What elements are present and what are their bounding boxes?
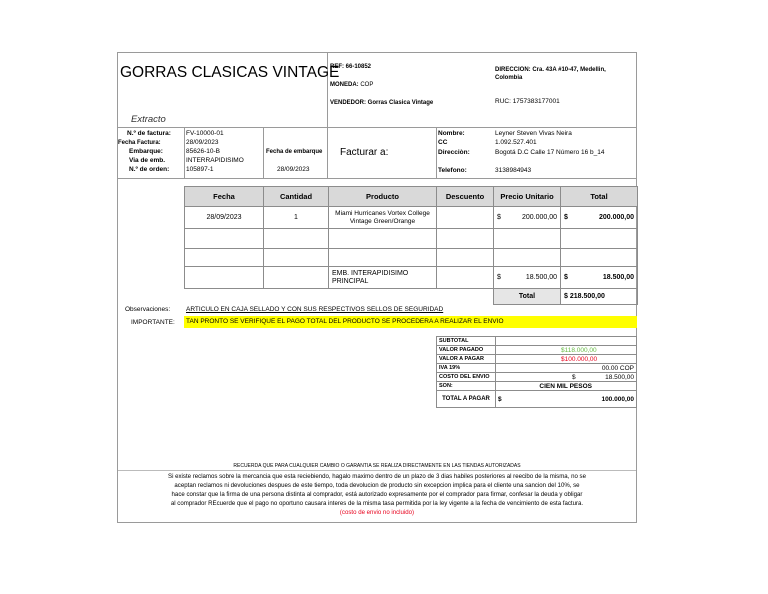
row4-total-symbol: $	[564, 274, 568, 281]
row1-cantidad: 1	[264, 207, 329, 229]
costo-envio-amount: 18.500,00	[605, 373, 634, 381]
son-value: CIEN MIL PESOS	[496, 382, 637, 391]
recuerda-note: RECUERDA QUE PARA CUALQUIER CAMBIO O GARANTIA SE REALIZA DIRECTAMENTE EN LAS TIENDAS AUTORIZADAS	[233, 463, 521, 469]
cc-label: CC	[438, 139, 448, 146]
info-rule	[118, 178, 636, 179]
total-pagar-amount: 100.000,00	[601, 395, 634, 403]
row4-total-value: 18.500,00	[602, 274, 634, 281]
subtotal-value	[496, 337, 637, 346]
embarque-value: 85626-10-B	[186, 148, 220, 155]
row2-cell	[494, 229, 561, 249]
valor-pagado-value: $118.000,00	[496, 346, 637, 355]
ref: REF: 66-10852	[330, 64, 372, 70]
row4-producto-line1: EMB. INTERAPIDISIMO	[332, 269, 409, 277]
row4-producto	[329, 267, 437, 289]
moneda-label: MONEDA:	[330, 82, 359, 88]
factura-value: FV-10000-01	[186, 130, 224, 137]
costo-envio-label: COSTO DEL ENVIO	[437, 373, 496, 382]
extracto-title: Extracto	[131, 114, 166, 125]
table-total-row	[185, 289, 638, 305]
row1-descuento	[437, 207, 494, 229]
footer-line-4: al comprador REcuerde que el pago no oportuno causara interes de la misma tasa permitida por la ley vigente a la fecha de vencimiento de esta factura.	[170, 500, 584, 507]
fecha-embarque-value: 28/09/2023	[277, 166, 310, 173]
via-label: Via de emb.	[129, 157, 166, 164]
orden-label: N.º de orden:	[129, 166, 170, 173]
row3-cell	[329, 249, 437, 267]
row4-descuento	[437, 267, 494, 289]
nombre-label: Nombre:	[438, 130, 465, 137]
row3-cell	[561, 249, 638, 267]
ruc: RUC: 1757383177001	[495, 98, 560, 105]
total-spacer	[185, 289, 494, 305]
telefono-label: Telefono:	[438, 167, 467, 174]
col-cantidad: Cantidad	[264, 187, 329, 207]
row3-cell	[437, 249, 494, 267]
moneda-value: COP	[360, 82, 374, 88]
total-pagar-symbol: $	[498, 395, 502, 403]
row4-precio-symbol: $	[497, 274, 501, 281]
total-value: $ 218.500,00	[561, 289, 638, 305]
summary-row	[437, 373, 637, 382]
client-direccion-label: Direcciòn:	[438, 149, 470, 156]
via-value: INTERRAPIDISIMO	[186, 157, 244, 164]
fecha-factura-label: Fecha Factura:	[118, 140, 161, 146]
observaciones-value: ARTICULO EN CAJA SELLADO Y CON SUS RESPECTIVOS SELLOS DE SEGURIDAD	[186, 306, 444, 313]
row1-precio-value: 200.000,00	[521, 214, 557, 221]
row1-total-symbol: $	[564, 214, 568, 221]
valor-a-pagar-value: $100.000,00	[496, 355, 637, 364]
col-producto: Producto	[329, 187, 437, 207]
table-header-row	[185, 187, 638, 207]
summary-table	[436, 336, 637, 408]
fecha-factura-value: 28/09/2023	[186, 139, 219, 146]
total-label: Total	[494, 289, 561, 305]
footer-line-2: aceptan reclamos ni devoluciones despues de este tiempo, toda devolucion de producto sin excepcion implica para el cliente una sancion del 10%, se	[174, 482, 580, 489]
col-fecha: Fecha	[185, 187, 264, 207]
summary-row	[437, 364, 637, 373]
orden-value: 105897-1	[186, 166, 214, 173]
fecha-embarque-label: Fecha de embarque	[266, 149, 323, 155]
summary-row	[437, 346, 637, 355]
row2-cell	[561, 229, 638, 249]
col-precio: Precio Unitario	[494, 187, 561, 207]
footer-rule	[118, 470, 636, 471]
row4-cell	[264, 267, 329, 289]
summary-row	[437, 355, 637, 364]
row4-precio	[494, 267, 561, 289]
summary-row	[437, 337, 637, 346]
importante-label: IMPORTANTE:	[131, 319, 175, 326]
row4-total	[561, 267, 638, 289]
row3-cell	[264, 249, 329, 267]
row2-cell	[264, 229, 329, 249]
row4-cell	[185, 267, 264, 289]
valor-a-pagar-label: VALOR A PAGAR	[437, 355, 496, 364]
subtotal-label: SUBTOTAL	[437, 337, 496, 346]
direccion-line2: Colombia	[495, 75, 523, 81]
footer-line-1: Si existe reclamos sobre la mercancia que esta reciebiendo, hagalo maximo dentro de un plazo de 3 dias habiles posteriores al reecibo de la misma, no se	[168, 473, 586, 480]
son-label: SON:	[437, 382, 496, 391]
header-rule	[118, 127, 636, 128]
row1-producto-line1: Miami Hurricanes Vortex College	[335, 209, 430, 217]
row1-producto-line2: Vintage Green/Orange	[349, 217, 416, 225]
row1-fecha: 28/09/2023	[185, 207, 264, 229]
row1-total	[561, 207, 638, 229]
vendedor: VENDEDOR: Gorras Clasica Vintage	[330, 100, 434, 106]
col-descuento: Descuento	[437, 187, 494, 207]
telefono-value: 3138984943	[495, 167, 532, 174]
header-divider-2	[436, 128, 437, 179]
iva-value: 00.00 COP	[496, 364, 637, 373]
total-pagar-value	[496, 391, 637, 408]
factura-label: N.º de factura:	[127, 130, 171, 137]
row1-producto	[329, 207, 437, 229]
company-name: GORRAS CLASICAS VINTAGE	[120, 64, 340, 81]
footer-terms	[118, 472, 636, 517]
items-table	[184, 186, 638, 305]
facturar-a: Facturar a:	[340, 147, 389, 158]
row1-precio	[494, 207, 561, 229]
row1-total-value: 200.000,00	[598, 214, 634, 221]
table-row	[185, 249, 638, 267]
row2-cell	[329, 229, 437, 249]
total-pagar-label: TOTAL A PAGAR	[437, 391, 496, 408]
row3-cell	[494, 249, 561, 267]
embarque-label: Embarque:	[129, 148, 163, 155]
row4-producto-line2: PRINCIPAL	[332, 277, 369, 285]
row3-cell	[185, 249, 264, 267]
table-row	[185, 229, 638, 249]
client-direccion-value: Bogotá D.C Calle 17 Número 16 b_14	[495, 149, 605, 156]
row2-cell	[185, 229, 264, 249]
observaciones-label: Observaciones:	[125, 306, 171, 313]
direccion-line1: DIRECCION: Cra. 43A #10-47, Medellin,	[495, 67, 606, 73]
table-row	[185, 267, 638, 289]
header-divider-4	[184, 128, 185, 179]
importante-value: TAN PRONTO SE VERIFIQUE EL PAGO TOTAL DEL PRODUCTO SE PROCEDERA A REALIZAR EL ENVIO	[184, 316, 637, 328]
row4-precio-value: 18.500,00	[525, 274, 557, 281]
footer-line-3: hace constar que la firma de una persona distinta al comprador, está autorizado expresamente por el comprador para firmar, confesar la deuda y obligar	[171, 491, 583, 498]
summary-row	[437, 382, 637, 391]
cc-value: 1.092.527.401	[495, 139, 537, 146]
row2-cell	[437, 229, 494, 249]
nombre-value: Leyner Steven Vivas Neira	[495, 130, 572, 137]
costo-note: (costo de envio no incluido)	[339, 509, 415, 516]
row1-precio-symbol: $	[497, 214, 501, 221]
valor-pagado-label: VALOR PAGADO	[437, 346, 496, 355]
table-row	[185, 207, 638, 229]
summary-row	[437, 391, 637, 408]
costo-envio-symbol: $	[572, 373, 576, 381]
costo-envio-value	[496, 373, 637, 382]
iva-label: IVA 19%	[437, 364, 496, 373]
moneda	[330, 82, 373, 88]
header-divider-3	[263, 128, 264, 179]
col-total: Total	[561, 187, 638, 207]
